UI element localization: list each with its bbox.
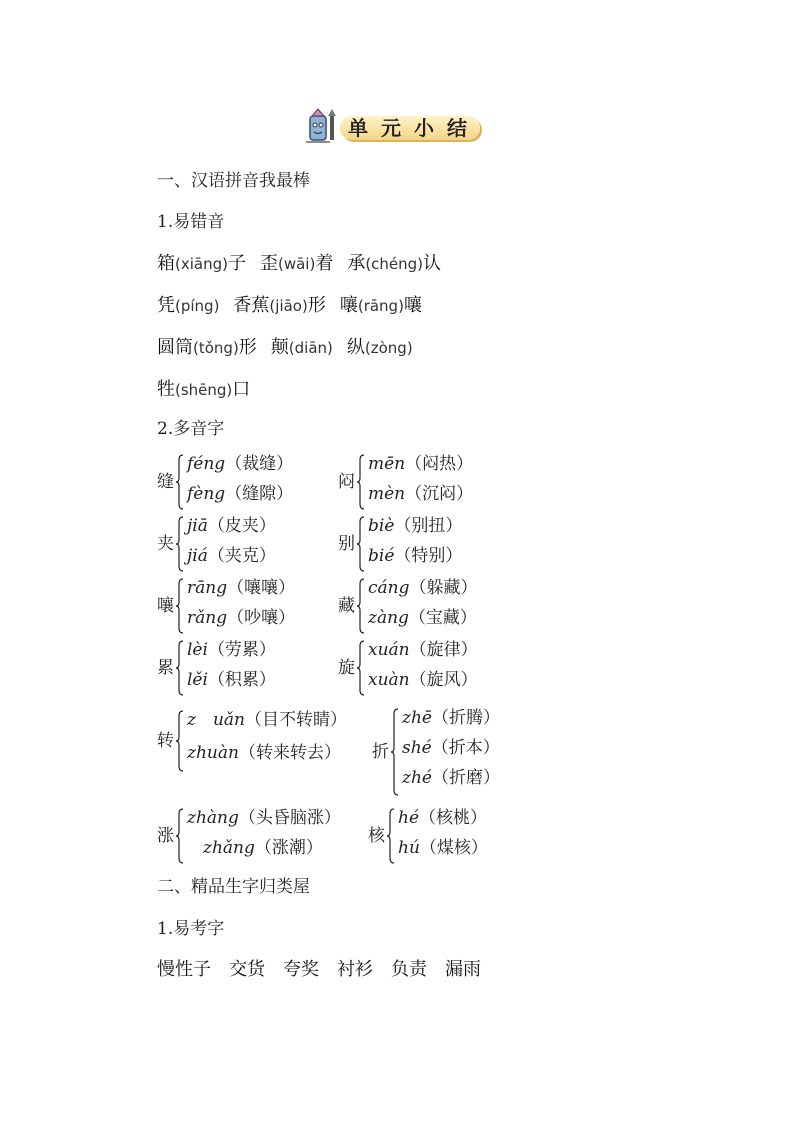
- reading-word: （折本）: [431, 738, 500, 758]
- wrong-sound-item: [260, 253, 333, 274]
- reading-pinyin: rǎng: [187, 608, 228, 628]
- easy-word: 夸奖: [283, 959, 319, 980]
- reading-pinyin: hú: [398, 838, 420, 858]
- wrong-sound-item: [157, 379, 250, 400]
- reading-word: （劳累）: [207, 640, 276, 660]
- brace-icon: [391, 708, 399, 796]
- polyphone-reading: [187, 640, 276, 660]
- polyphone-group: [157, 806, 341, 866]
- wrong-sound-row: [157, 252, 441, 276]
- item-pinyin: (xiāng): [175, 255, 228, 273]
- section-heading-2: 二、精品生字归类屋: [157, 877, 310, 897]
- polyphone-group: [338, 514, 518, 574]
- reading-word: （皮夹）: [207, 516, 276, 536]
- subheading-wrong-sounds: 1.易错音: [157, 212, 225, 232]
- polyphone-group: [368, 806, 548, 866]
- reading-pinyin: zhǎng: [203, 838, 255, 858]
- reading-word: （缝隙）: [225, 484, 294, 504]
- page-title: 单元小结: [348, 116, 480, 140]
- reading-pinyin: zhē: [402, 708, 432, 728]
- reading-pinyin: cáng: [368, 578, 410, 598]
- polyphone-group: [157, 708, 347, 774]
- brace-icon: [176, 808, 184, 864]
- polyphone-group: [338, 638, 518, 698]
- item-pinyin: (shēng): [175, 381, 233, 399]
- reading-word: （夹克）: [207, 546, 276, 566]
- polyphone-reading: [368, 454, 473, 474]
- polyphone-reading: [187, 808, 341, 828]
- polyphone-char: 藏: [338, 596, 355, 616]
- polyphone-char: 转: [157, 731, 174, 751]
- subheading-polyphones: 2.多音字: [157, 419, 225, 439]
- wrong-sound-item: [157, 337, 257, 358]
- reading-pinyin: z uǎn: [187, 710, 245, 730]
- polyphone-char: 核: [368, 826, 385, 846]
- reading-word: （特别）: [394, 546, 463, 566]
- reading-word: （宝藏）: [408, 608, 477, 628]
- polyphone-reading: [398, 808, 487, 828]
- polyphone-reading: [368, 640, 478, 660]
- item-pinyin: (zòng): [364, 339, 413, 357]
- polyphone-reading: [368, 546, 462, 566]
- polyphone-reading: [203, 838, 323, 858]
- polyphone-group: [157, 576, 337, 636]
- section-heading-1: 一、汉语拼音我最棒: [157, 171, 310, 191]
- polyphone-char: 缝: [157, 472, 174, 492]
- item-chars-after: 认: [423, 253, 442, 274]
- brace-icon: [176, 454, 184, 510]
- brace-icon: [357, 640, 365, 696]
- wrong-sound-item: [271, 337, 333, 358]
- polyphone-char: 折: [372, 742, 389, 762]
- polyphone-reading: [368, 484, 473, 504]
- reading-pinyin: biè: [368, 516, 395, 536]
- polyphone-reading: [187, 608, 295, 628]
- brace-icon: [357, 454, 365, 510]
- polyphone-char: 旋: [338, 658, 355, 678]
- polyphone-reading: [368, 578, 478, 598]
- reading-word: （积累）: [207, 670, 276, 690]
- item-pinyin: (píng): [175, 297, 220, 315]
- polyphone-reading: [187, 578, 295, 598]
- pencil-mascot-icon: [300, 108, 340, 144]
- item-chars-after: 着: [315, 253, 334, 274]
- reading-pinyin: shé: [402, 738, 432, 758]
- reading-pinyin: zhuàn: [187, 743, 239, 763]
- reading-word: （转来转去）: [238, 743, 341, 763]
- reading-pinyin: jiā: [187, 516, 208, 536]
- item-chars: 嚷: [339, 295, 358, 316]
- reading-word: （嚷嚷）: [227, 578, 296, 598]
- polyphone-group: [338, 576, 518, 636]
- reading-word: （折腾）: [431, 708, 500, 728]
- polyphone-char: 闷: [338, 472, 355, 492]
- brace-icon: [176, 578, 184, 634]
- reading-word: （沉闷）: [405, 484, 474, 504]
- reading-pinyin: rāng: [187, 578, 228, 598]
- reading-word: （煤核）: [419, 838, 488, 858]
- wrong-sound-item: [347, 337, 413, 358]
- item-pinyin: (jiāo): [269, 297, 308, 315]
- reading-pinyin: xuàn: [368, 670, 410, 690]
- item-chars: 香蕉: [233, 295, 270, 316]
- brace-icon: [176, 640, 184, 696]
- reading-word: （旋风）: [409, 670, 478, 690]
- item-chars-after: 子: [227, 253, 246, 274]
- polyphone-group: [372, 706, 552, 798]
- wrong-sound-row: [157, 294, 422, 318]
- polyphone-reading: [402, 738, 500, 758]
- reading-word: （别扭）: [394, 516, 463, 536]
- polyphone-reading: [187, 516, 276, 536]
- reading-word: （裁缝）: [225, 454, 294, 474]
- polyphone-char: 累: [157, 658, 174, 678]
- item-chars: 圆筒: [157, 337, 193, 358]
- polyphone-reading: [187, 454, 293, 474]
- wrong-sound-row: [157, 378, 250, 402]
- polyphone-char: 涨: [157, 826, 174, 846]
- reading-word: （吵嚷）: [227, 608, 296, 628]
- easy-word: 交货: [229, 959, 265, 980]
- polyphone-reading: [368, 516, 462, 536]
- polyphone-reading: [187, 546, 276, 566]
- polyphone-group: [157, 514, 337, 574]
- easy-words-list: [157, 958, 481, 982]
- reading-pinyin: lèi: [187, 640, 208, 660]
- reading-word: （旋律）: [409, 640, 478, 660]
- item-chars: 箱: [157, 253, 175, 274]
- polyphone-reading: [187, 670, 276, 690]
- item-pinyin: (tǒng): [193, 339, 239, 357]
- reading-pinyin: zhàng: [187, 808, 239, 828]
- brace-icon: [357, 516, 365, 572]
- reading-word: （闷热）: [405, 454, 474, 474]
- polyphone-reading: [187, 743, 341, 763]
- polyphone-char: 嚷: [157, 596, 174, 616]
- brace-icon: [176, 710, 184, 772]
- item-pinyin: (chéng): [365, 255, 424, 273]
- item-pinyin: (wāi): [277, 255, 316, 273]
- item-chars-after: 形: [238, 337, 257, 358]
- item-chars-after: 口: [232, 379, 251, 400]
- polyphone-reading: [368, 608, 477, 628]
- reading-pinyin: mēn: [368, 454, 406, 474]
- reading-word: （核桃）: [419, 808, 488, 828]
- reading-pinyin: bié: [368, 546, 395, 566]
- wrong-sound-row: [157, 336, 413, 360]
- polyphone-group: [157, 638, 337, 698]
- easy-word: 负责: [391, 959, 427, 980]
- item-pinyin: (diān): [288, 339, 333, 357]
- polyphone-group: [338, 452, 518, 512]
- polyphone-reading: [368, 670, 478, 690]
- reading-pinyin: xuán: [368, 640, 410, 660]
- polyphone-char: 夹: [157, 534, 174, 554]
- item-chars: 歪: [259, 253, 278, 274]
- polyphone-reading: [187, 484, 293, 504]
- wrong-sound-item: [233, 295, 325, 316]
- polyphone-group: [157, 452, 337, 512]
- easy-word: 衬衫: [337, 959, 373, 980]
- item-chars-after: 形: [307, 295, 326, 316]
- polyphone-reading: [402, 708, 500, 728]
- wrong-sound-item: [340, 295, 422, 316]
- item-chars-after: 嚷: [403, 295, 422, 316]
- polyphone-char: 别: [338, 534, 355, 554]
- reading-pinyin: lěi: [187, 670, 208, 690]
- reading-word: （躲藏）: [409, 578, 478, 598]
- brace-icon: [176, 516, 184, 572]
- reading-word: （头昏脑涨）: [238, 808, 341, 828]
- subheading-easy-words: 1.易考字: [157, 919, 225, 939]
- reading-pinyin: zhé: [402, 768, 432, 788]
- reading-pinyin: mèn: [368, 484, 406, 504]
- wrong-sound-item: [157, 295, 219, 316]
- reading-pinyin: zàng: [368, 608, 409, 628]
- title-badge: [300, 106, 486, 146]
- item-chars: 凭: [157, 295, 175, 316]
- reading-word: （涨潮）: [254, 838, 323, 858]
- easy-word: 慢性子: [157, 959, 211, 980]
- brace-icon: [357, 578, 365, 634]
- polyphone-reading: [402, 768, 500, 788]
- polyphone-reading: [187, 710, 347, 730]
- item-chars: 承: [347, 253, 366, 274]
- wrong-sound-item: [157, 253, 246, 274]
- reading-pinyin: hé: [398, 808, 420, 828]
- wrong-sound-item: [347, 253, 441, 274]
- reading-word: （折磨）: [431, 768, 500, 788]
- polyphone-reading: [398, 838, 488, 858]
- item-chars: 纵: [346, 337, 365, 358]
- item-chars: 颠: [270, 337, 289, 358]
- item-pinyin: (rāng): [357, 297, 404, 315]
- reading-pinyin: féng: [187, 454, 226, 474]
- reading-pinyin: jiá: [187, 546, 208, 566]
- easy-word: 漏雨: [445, 959, 481, 980]
- item-chars: 牲: [157, 379, 175, 400]
- reading-word: （目不转睛）: [245, 710, 347, 730]
- reading-pinyin: fèng: [187, 484, 226, 504]
- brace-icon: [387, 808, 395, 864]
